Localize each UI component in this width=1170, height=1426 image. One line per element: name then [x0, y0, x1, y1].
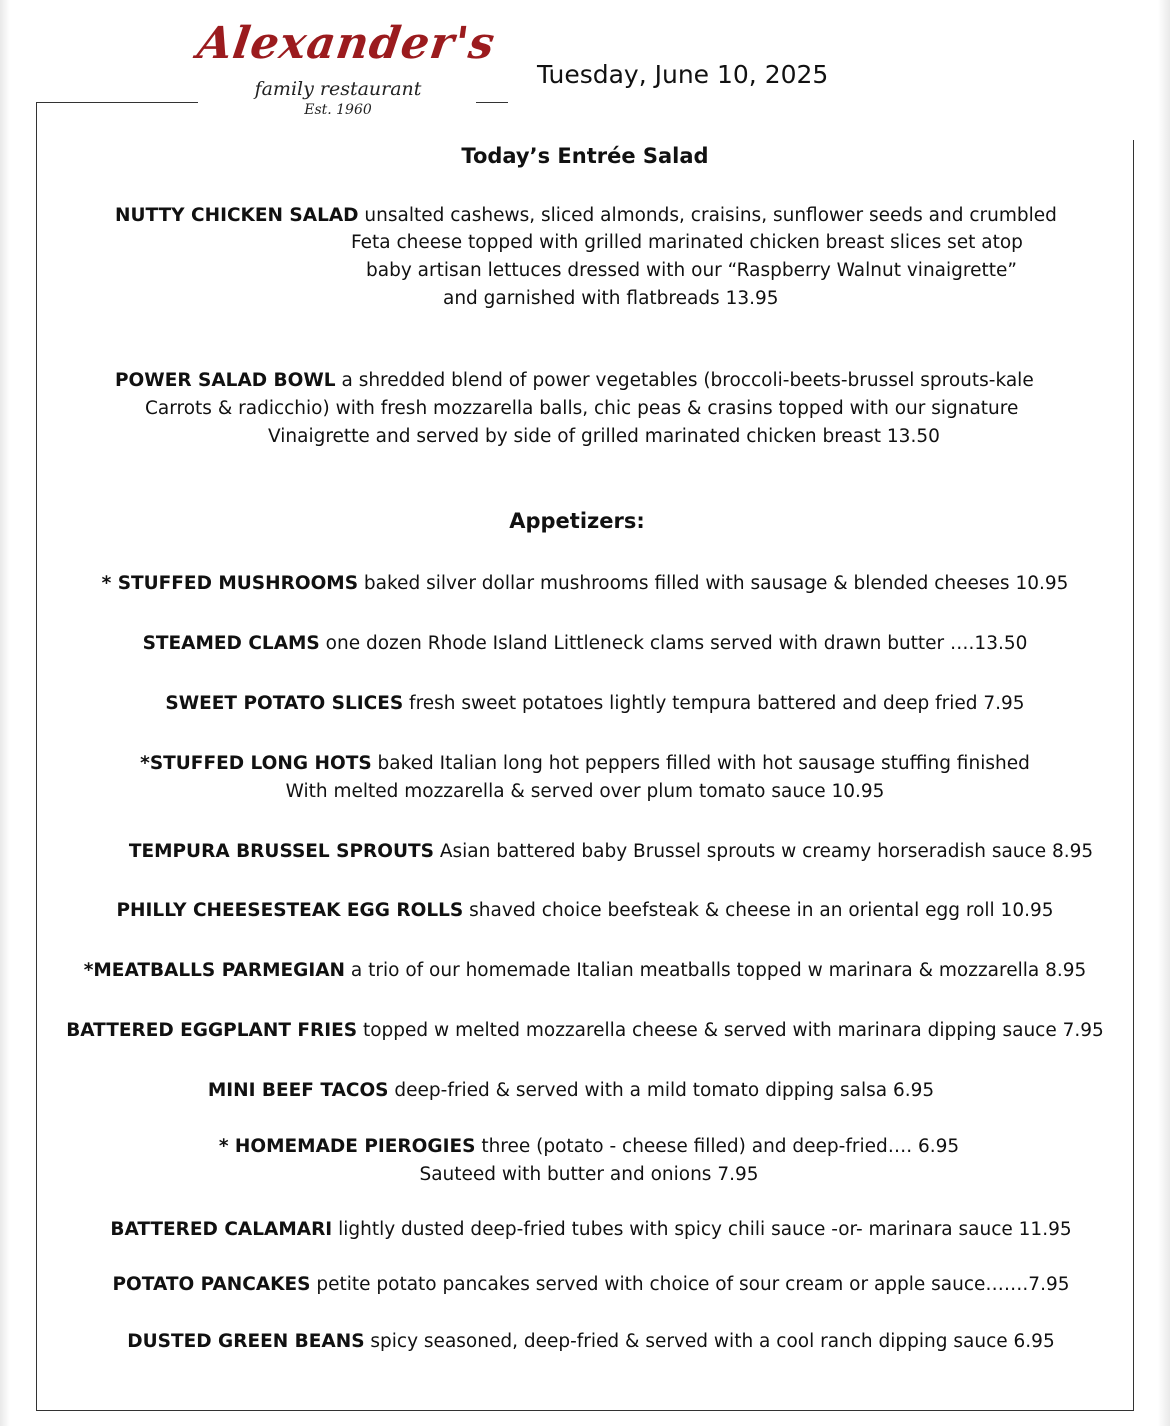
item-description: three (potato - cheese filled) and deep-fried…. 6.95 [475, 1136, 960, 1157]
item-name: * STUFFED MUSHROOMS [101, 573, 359, 594]
item-description: topped w melted mozzarella cheese & served with marinara dipping sauce 7.95 [357, 1020, 1104, 1041]
item-name: PHILLY CHEESESTEAK EGG ROLLS [116, 900, 464, 921]
item-name: SWEET POTATO SLICES [165, 693, 404, 714]
item-description-line: Feta cheese topped with grilled marinated chicken breast slices set atop [351, 232, 1023, 253]
appetizer-item [26, 1077, 1116, 1105]
item-description: lightly dusted deep-fried tubes with spicy chili sauce -or- marinara sauce 11.95 [332, 1219, 1072, 1240]
item-description: petite potato pancakes served with choice of sour cream or apple sauce…….7.95 [310, 1274, 1070, 1295]
item-description-line: baby artisan lettuces dressed with our “Raspberry Walnut vinaigrette” [366, 260, 1017, 281]
item-name: BATTERED EGGPLANT FRIES [66, 1020, 358, 1041]
item-description: shaved choice beefsteak & cheese in an oriental egg roll 10.95 [463, 900, 1054, 921]
appetizer-item [44, 1133, 1134, 1189]
salad-item [115, 367, 1034, 395]
item-name: NUTTY CHICKEN SALAD [115, 205, 359, 226]
appetizer-item [40, 630, 1130, 658]
item-name: POTATO PANCAKES [112, 1274, 311, 1295]
item-description: unsalted cashews, sliced almonds, craisins, sunflower seeds and crumbled [358, 205, 1057, 226]
appetizer-item [66, 838, 1156, 866]
item-description-line: Sauteed with butter and onions 7.95 [419, 1164, 759, 1185]
logo-established: Est. 1960 [304, 102, 372, 118]
item-name: TEMPURA BRUSSEL SPROUTS [128, 841, 434, 862]
item-description: one dozen Rhode Island Littleneck clams served with drawn butter ….13.50 [319, 633, 1028, 654]
item-description: baked Italian long hot peppers filled with hot sausage stuffing finished [371, 753, 1030, 774]
appetizer-item [40, 957, 1130, 985]
item-name: * HOMEMADE PIEROGIES [218, 1136, 476, 1157]
item-description-line: and garnished with flatbreads 13.95 [443, 288, 779, 309]
appetizer-item [46, 1271, 1136, 1299]
item-description: baked silver dollar mushrooms filled with sausage & blended cheeses 10.95 [358, 573, 1069, 594]
item-name: BATTERED CALAMARI [110, 1219, 333, 1240]
item-name: *STUFFED LONG HOTS [140, 753, 372, 774]
restaurant-logo [194, 18, 499, 128]
appetizer-item [46, 1328, 1136, 1356]
item-description: fresh sweet potatoes lightly tempura battered and deep fried 7.95 [403, 693, 1025, 714]
logo-name: Alexander's [194, 18, 499, 69]
appetizers-section-title: Appetizers: [509, 509, 645, 533]
item-description: deep-fried & served with a mild tomato dipping salsa 6.95 [388, 1080, 935, 1101]
appetizer-item [46, 1216, 1136, 1244]
item-description-line: Carrots & radicchio) with fresh mozzarella balls, chic peas & crasins topped with our signature [145, 398, 1019, 419]
item-description-line: Vinaigrette and served by side of grilled marinated chicken breast 13.50 [268, 426, 940, 447]
salad-section-title: Today’s Entrée Salad [461, 144, 709, 168]
appetizer-item [40, 1017, 1130, 1045]
item-name: POWER SALAD BOWL [115, 370, 336, 391]
salad-item [115, 202, 1057, 230]
appetizer-item [40, 750, 1130, 806]
item-description: a trio of our homemade Italian meatballs topped w marinara & mozzarella 8.95 [345, 960, 1087, 981]
logo-subtitle: family restaurant [254, 78, 422, 100]
frame-top-mid-line [476, 102, 508, 103]
item-name: *MEATBALLS PARMEGIAN [83, 960, 346, 981]
item-description: Asian battered baby Brussel sprouts w creamy horseradish sauce 8.95 [433, 841, 1094, 862]
appetizer-item [40, 897, 1130, 925]
menu-date: Tuesday, June 10, 2025 [537, 60, 829, 89]
item-name: DUSTED GREEN BEANS [127, 1331, 365, 1352]
appetizer-item [40, 570, 1130, 598]
item-name: MINI BEEF TACOS [207, 1080, 389, 1101]
frame-top-left-line [36, 102, 198, 103]
appetizer-item [50, 690, 1140, 718]
item-name: STEAMED CLAMS [142, 633, 320, 654]
item-description: a shredded blend of power vegetables (broccoli-beets-brussel sprouts-kale [335, 370, 1034, 391]
item-description: spicy seasoned, deep-fried & served with a cool ranch dipping sauce 6.95 [364, 1331, 1055, 1352]
item-description-line: With melted mozzarella & served over plum tomato sauce 10.95 [285, 781, 885, 802]
